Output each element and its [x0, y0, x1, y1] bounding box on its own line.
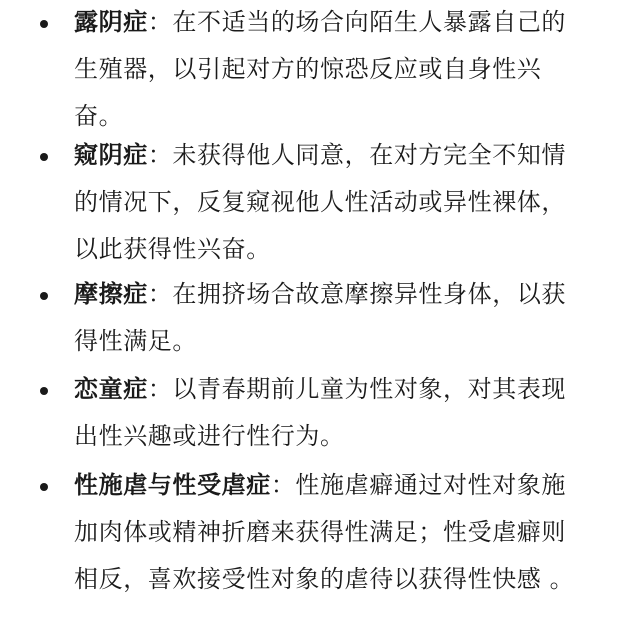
- separator: ：: [147, 141, 173, 169]
- list-item-text: [74, 271, 578, 365]
- term: 窥阴症: [74, 141, 148, 169]
- separator: ：: [270, 471, 296, 499]
- bullet-icon: [40, 153, 48, 161]
- bullet-icon: [40, 292, 48, 300]
- term: 性施虐与性受虐症: [74, 471, 271, 499]
- description: 未获得他人同意，在对方完全不知情的情况下，反复窥视他人性活动或异性裸体，以此获得性兴奋。: [74, 141, 567, 263]
- term: 恋童症: [74, 375, 148, 403]
- list-item-text: [74, 462, 578, 603]
- term: 露阴症: [74, 8, 148, 36]
- bullet-icon: [40, 20, 48, 28]
- separator: ：: [147, 8, 173, 36]
- separator: ：: [147, 280, 173, 308]
- list-item-text: [74, 366, 578, 460]
- description: 以青春期前儿童为性对象，对其表现出性兴趣或进行性行为。: [74, 375, 567, 450]
- list-item-text: [74, 0, 578, 140]
- bullet-icon: [40, 387, 48, 395]
- term: 摩擦症: [74, 280, 148, 308]
- separator: ：: [147, 375, 173, 403]
- bullet-icon: [40, 483, 48, 491]
- list-item-text: [74, 132, 578, 273]
- description: 在不适当的场合向陌生人暴露自己的生殖器，以引起对方的惊恐反应或自身性兴奋。: [74, 8, 567, 130]
- description: 性施虐癖通过对性对象施加肉体或精神折磨来获得性满足；性受虐癖则相反，喜欢接受性对象的虐待以获得性快感 。: [74, 471, 575, 593]
- description: 在拥挤场合故意摩擦异性身体，以获得性满足。: [74, 280, 567, 355]
